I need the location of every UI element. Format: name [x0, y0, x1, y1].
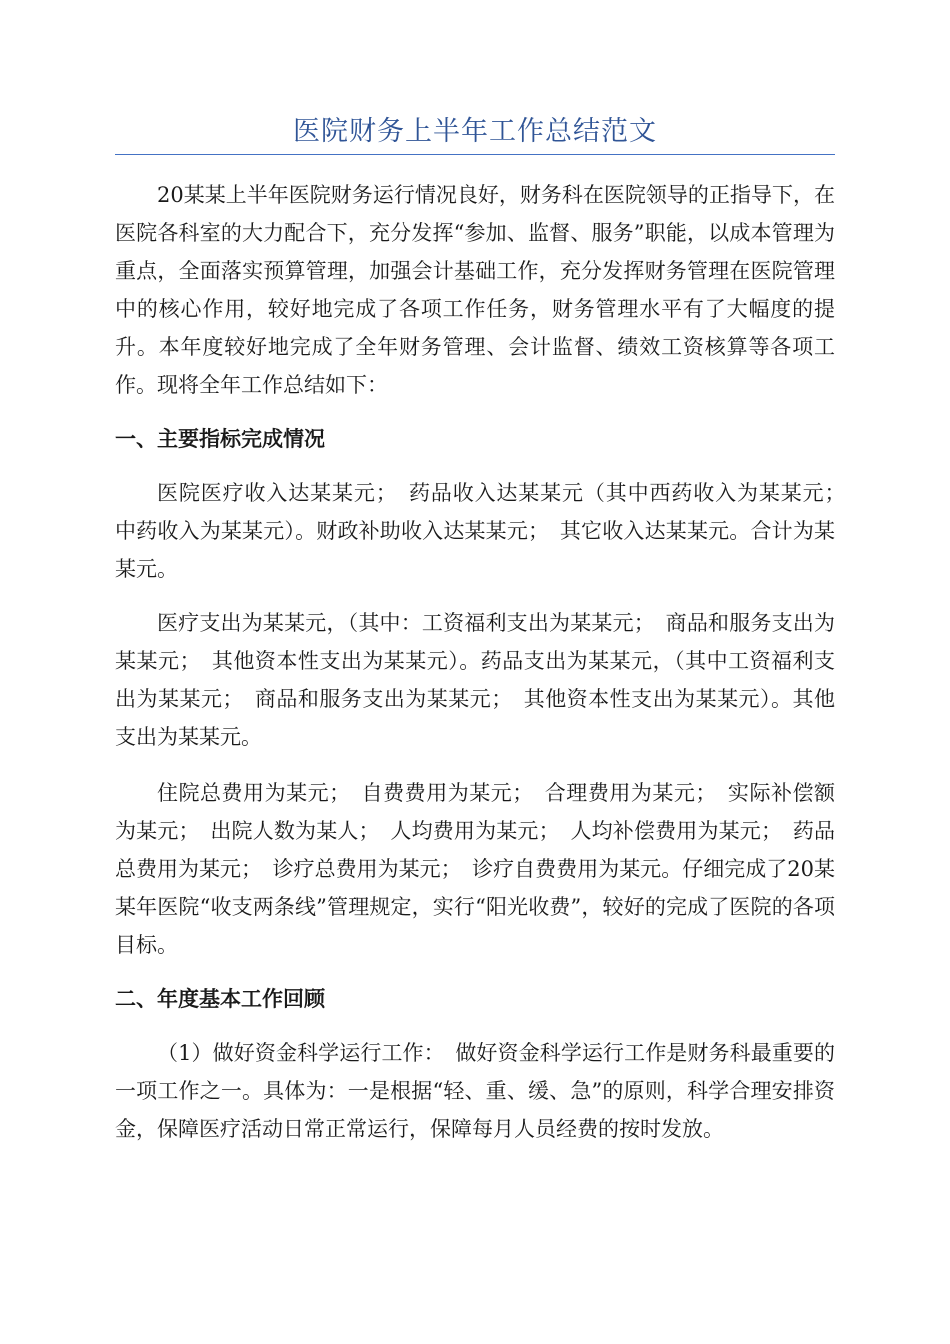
title-underline — [115, 154, 835, 155]
document-title: 医院财务上半年工作总结范文 — [293, 116, 657, 147]
expense-paragraph: 医疗支出为某某元，（其中：工资福利支出为某某元； 商品和服务支出为某某元； 其他资本性支出为某某元）。药品支出为某某元，（其中工资福利支出为某某元； 商品和服务支出为某某元； 其他资本性支出为某某元）。其他支出为某某元。 — [115, 611, 835, 749]
section-heading-annual-review: 二、年度基本工作回顾 — [115, 987, 325, 1011]
income-paragraph: 医院医疗收入达某某元； 药品收入达某某元（其中西药收入为某某元； 中药收入为某某元）。财政补助收入达某某元； 其它收入达某某元。合计为某某元。 — [115, 481, 856, 581]
section-heading-main-indicators: 一、主要指标完成情况 — [115, 427, 325, 451]
fund-operation-paragraph: （1）做好资金科学运行工作： 做好资金科学运行工作是财务科最重要的一项工作之一。具体为：一是根据“轻、重、缓、急”的原则，科学合理安排资金，保障医疗活动日常正常运行，保障每月人员经费的按时发放。 — [115, 1041, 835, 1141]
inpatient-cost-paragraph: 住院总费用为某元； 自费费用为某元； 合理费用为某元； 实际补偿额为某元； 出院人数为某人； 人均费用为某元； 人均补偿费用为某元； 药品总费用为某元； 诊疗总费用为某元； 诊疗自费费用为某元。仔细完成了20某某年医院“收支两条线”管理规定，实行“阳光收费”，较好的完成了医院的各项目标。 — [115, 781, 835, 957]
intro-paragraph: 20某某上半年医院财务运行情况良好，财务科在医院领导的正指导下，在医院各科室的大力配合下，充分发挥“参加、监督、服务”职能，以成本管理为重点，全面落实预算管理，加强会计基础工作，充分发挥财务管理在医院管理中的核心作用，较好地完成了各项工作任务，财务管理水平有了大幅度的提升。本年度较好地完成了全年财务管理、会计监督、绩效工资核算等各项工作。现将全年工作总结如下： — [115, 183, 835, 397]
